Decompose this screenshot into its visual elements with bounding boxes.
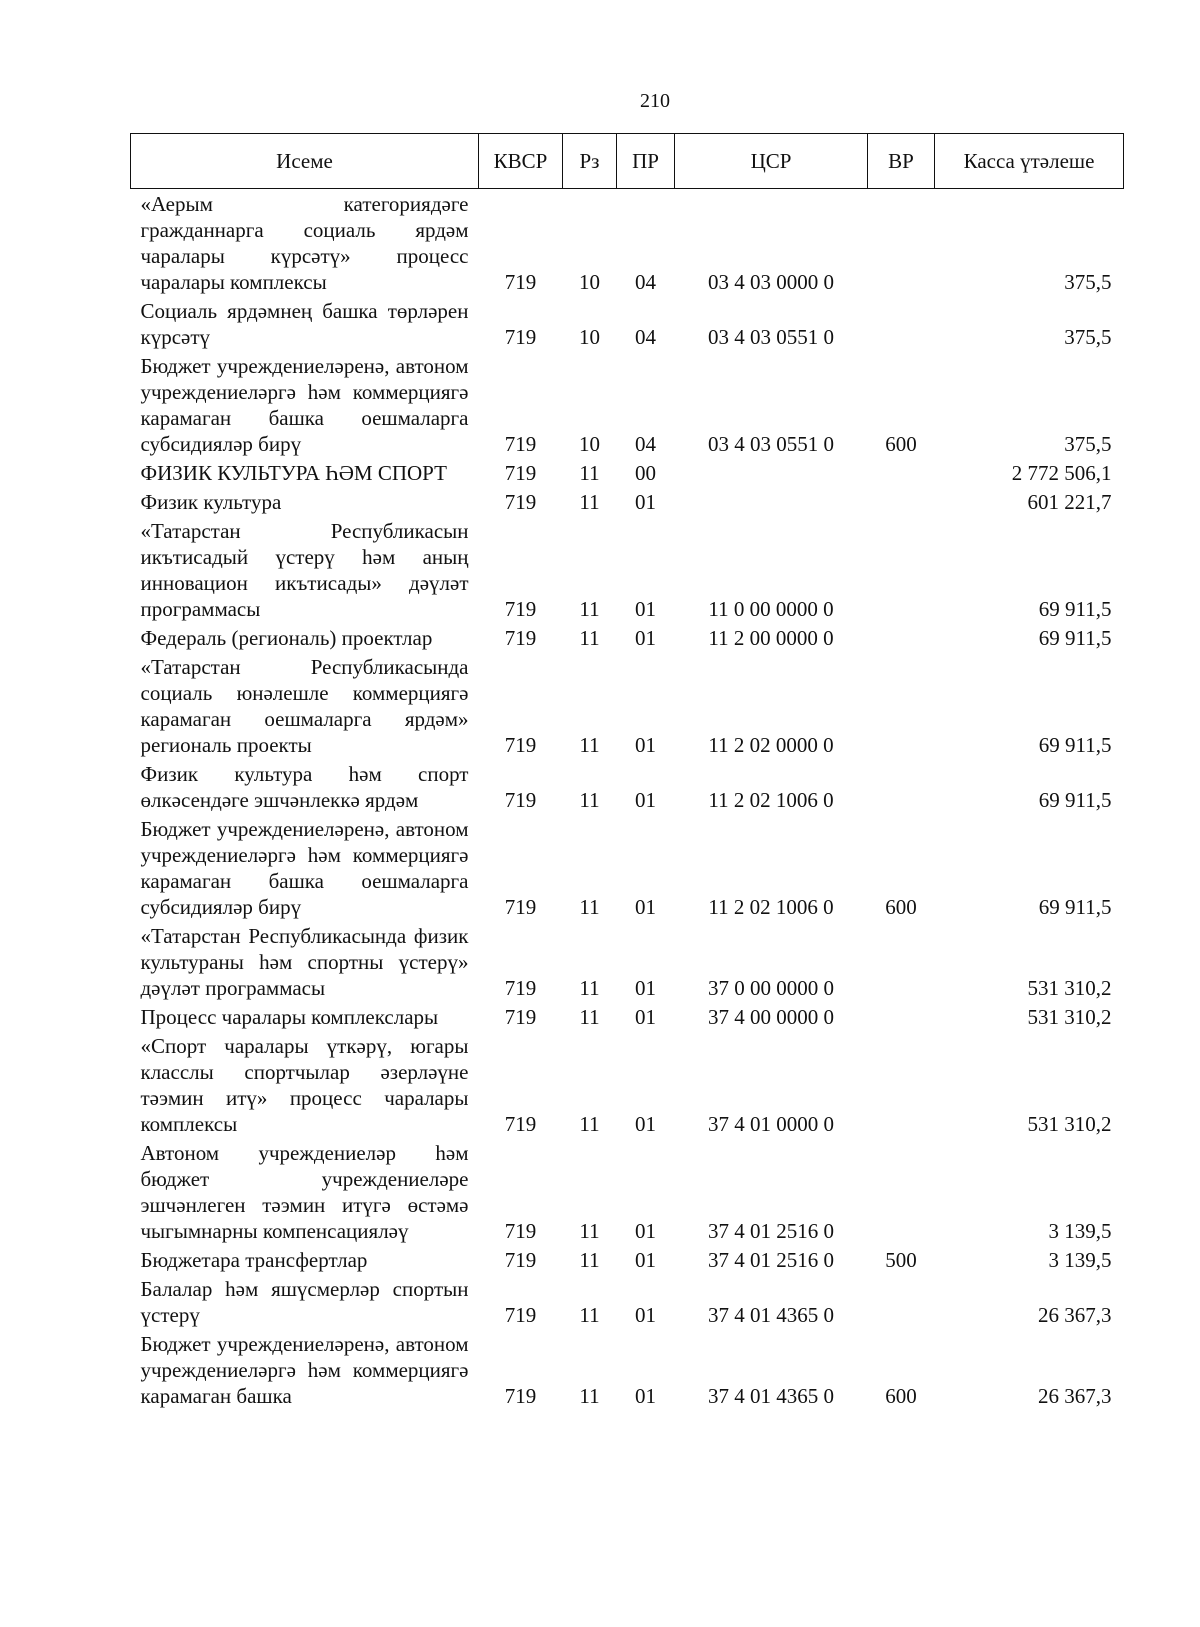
cell-amount: 69 911,5 (1038, 895, 1112, 919)
cell-rz: 11 (579, 597, 600, 621)
table-row (131, 189, 1124, 299)
cell-pr: 01 (635, 1384, 656, 1408)
cell-name: Бюджет учреждениеләренә, автоном учреждениеләргә һәм коммерциягә карамаган башка оешмаларга субсидияләр бирү (140, 354, 469, 456)
cell-vr (868, 298, 935, 353)
cell-name: «Татарстан Республикасын икътисадый үстерү һәм аның инновацион икътисады» дәүләт программасы (140, 519, 469, 621)
cell-kvsr: 719 (504, 597, 537, 621)
cell-vr (868, 923, 935, 1004)
cell-name: Автоном учреждениеләр һәм бюджет учреждениеләре эшчәнлеген тәэмин итүгә өстәмә чыгымнарны компенсацияләү (140, 1141, 469, 1243)
cell-csr: 03 4 03 0551 0 (708, 325, 834, 349)
cell-rz: 11 (579, 1112, 600, 1136)
cell-amount: 69 911,5 (1038, 597, 1112, 621)
cell-name: ФИЗИК КУЛЬТУРА ҺӘМ СПОРТ (140, 461, 447, 485)
cell-csr: 11 2 02 1006 0 (708, 895, 834, 919)
cell-rz: 10 (579, 432, 600, 456)
cell-name: Социаль ярдәмнең башка төрләрен күрсәтү (140, 299, 469, 349)
table-row (131, 625, 1124, 654)
cell-vr (868, 1276, 935, 1331)
header-vr: ВР (868, 134, 935, 189)
cell-csr: 11 2 02 0000 0 (708, 733, 834, 757)
table-row (131, 1140, 1124, 1247)
cell-amount: 26 367,3 (1038, 1384, 1112, 1408)
table-row (131, 460, 1124, 489)
cell-csr: 11 2 02 1006 0 (708, 788, 834, 812)
cell-rz: 10 (579, 325, 600, 349)
cell-amount: 531 310,2 (1027, 1005, 1112, 1029)
cell-pr: 01 (635, 1248, 656, 1272)
cell-pr: 01 (635, 976, 656, 1000)
table-row (131, 1331, 1124, 1412)
cell-csr: 37 4 01 2516 0 (708, 1219, 834, 1243)
table-row (131, 353, 1124, 460)
cell-pr: 01 (635, 597, 656, 621)
cell-kvsr: 719 (504, 976, 537, 1000)
cell-kvsr: 719 (504, 1248, 537, 1272)
cell-name: «Татарстан Республикасында социаль юнәлешле коммерциягә карамаган оешмаларга ярдәм» региональ проекты (140, 655, 469, 757)
cell-vr (868, 625, 935, 654)
cell-amount: 531 310,2 (1027, 976, 1112, 1000)
cell-amount: 375,5 (1064, 270, 1112, 294)
cell-vr (868, 1004, 935, 1033)
cell-amount: 375,5 (1064, 432, 1112, 456)
cell-rz: 11 (579, 976, 600, 1000)
cell-csr: 37 4 01 4365 0 (708, 1303, 834, 1327)
table-row (131, 761, 1124, 816)
cell-kvsr: 719 (504, 270, 537, 294)
cell-pr: 01 (635, 1112, 656, 1136)
cell-vr (868, 189, 935, 299)
cell-amount: 69 911,5 (1038, 788, 1112, 812)
cell-amount: 69 911,5 (1038, 626, 1112, 650)
cell-name: «Спорт чаралары үткәрү, югары класслы спортчылар әзерләүне тәэмин итү» процесс чаралары комплексы (140, 1034, 469, 1136)
cell-pr: 04 (635, 270, 656, 294)
cell-csr: 03 4 03 0000 0 (708, 270, 834, 294)
cell-pr: 00 (635, 461, 656, 485)
cell-amount: 3 139,5 (1048, 1248, 1112, 1272)
cell-kvsr: 719 (504, 1303, 537, 1327)
cell-pr: 04 (635, 432, 656, 456)
cell-rz: 11 (579, 490, 600, 514)
cell-kvsr: 719 (504, 432, 537, 456)
table-row (131, 298, 1124, 353)
cell-amount: 3 139,5 (1048, 1219, 1112, 1243)
table-row (131, 816, 1124, 923)
cell-kvsr: 719 (504, 1384, 537, 1408)
cell-kvsr: 719 (504, 626, 537, 650)
cell-vr (868, 1140, 935, 1247)
cell-rz: 11 (579, 788, 600, 812)
cell-amount: 2 772 506,1 (1011, 461, 1112, 485)
cell-vr: 600 (885, 895, 917, 919)
table-row (131, 923, 1124, 1004)
cell-kvsr: 719 (504, 461, 537, 485)
cell-pr: 04 (635, 325, 656, 349)
cell-vr (868, 489, 935, 518)
table-row (131, 1033, 1124, 1140)
cell-kvsr: 719 (504, 1219, 537, 1243)
table-row (131, 518, 1124, 625)
cell-pr: 01 (635, 490, 656, 514)
cell-rz: 11 (579, 733, 600, 757)
cell-name: Бюджет учреждениеләренә, автоном учреждениеләргә һәм коммерциягә карамаган башка оешмаларга субсидияләр бирү (140, 817, 469, 919)
cell-name: Бюджетара трансфертлар (140, 1248, 368, 1272)
cell-csr: 37 0 00 0000 0 (708, 976, 834, 1000)
cell-vr: 600 (885, 432, 917, 456)
cell-pr: 01 (635, 895, 656, 919)
table-row (131, 1247, 1124, 1276)
cell-vr: 600 (885, 1384, 917, 1408)
cell-name: Бюджет учреждениеләренә, автоном учреждениеләргә һәм коммерциягә карамаган башка (140, 1332, 469, 1408)
cell-rz: 11 (579, 626, 600, 650)
cell-kvsr: 719 (504, 733, 537, 757)
header-csr: ЦСР (675, 134, 868, 189)
cell-csr: 37 4 01 0000 0 (708, 1112, 834, 1136)
table-row (131, 654, 1124, 761)
header-rz: Рз (563, 134, 617, 189)
cell-pr: 01 (635, 1219, 656, 1243)
header-name: Исеме (131, 134, 479, 189)
table-header (131, 134, 1124, 189)
header-kvsr: КВСР (479, 134, 563, 189)
table-row (131, 1276, 1124, 1331)
cell-vr (868, 1033, 935, 1140)
header-pr: ПР (617, 134, 675, 189)
header-row (131, 134, 1124, 189)
budget-table (130, 133, 1124, 1412)
page-number: 210 (640, 90, 670, 112)
cell-csr: 11 2 00 0000 0 (708, 626, 834, 650)
cell-kvsr: 719 (504, 325, 537, 349)
cell-name: Физик культура (140, 490, 282, 514)
cell-name: Процесс чаралары комплекслары (140, 1005, 439, 1029)
table-row (131, 489, 1124, 518)
cell-amount: 531 310,2 (1027, 1112, 1112, 1136)
cell-vr (868, 460, 935, 489)
cell-name: Федераль (региональ) проектлар (140, 626, 433, 650)
cell-pr: 01 (635, 1005, 656, 1029)
cell-rz: 11 (579, 1248, 600, 1272)
cell-csr: 03 4 03 0551 0 (708, 432, 834, 456)
cell-pr: 01 (635, 626, 656, 650)
cell-name: Балалар һәм яшүсмерләр спортын үстерү (140, 1277, 469, 1327)
cell-kvsr: 719 (504, 1005, 537, 1029)
cell-vr: 500 (885, 1248, 917, 1272)
cell-pr: 01 (635, 1303, 656, 1327)
cell-csr: 37 4 01 4365 0 (708, 1384, 834, 1408)
cell-csr (675, 460, 868, 489)
cell-amount: 601 221,7 (1027, 490, 1112, 514)
table-body (131, 189, 1124, 1413)
header-kassa: Касса үтәлеше (935, 134, 1124, 189)
table-row (131, 1004, 1124, 1033)
cell-rz: 11 (579, 461, 600, 485)
cell-amount: 69 911,5 (1038, 733, 1112, 757)
cell-pr: 01 (635, 733, 656, 757)
cell-amount: 375,5 (1064, 325, 1112, 349)
cell-kvsr: 719 (504, 895, 537, 919)
cell-vr (868, 518, 935, 625)
cell-csr: 11 0 00 0000 0 (708, 597, 834, 621)
cell-name: «Татарстан Республикасында физик культураны һәм спортны үстерү» дәүләт программасы (140, 924, 469, 1000)
cell-csr: 37 4 01 2516 0 (708, 1248, 834, 1272)
cell-csr (675, 489, 868, 518)
cell-vr (868, 761, 935, 816)
cell-rz: 11 (579, 1384, 600, 1408)
cell-kvsr: 719 (504, 788, 537, 812)
cell-name: «Аерым категориядәге гражданнарга социаль ярдәм чаралары күрсәтү» процесс чаралары комплексы (140, 192, 469, 294)
cell-kvsr: 719 (504, 1112, 537, 1136)
cell-rz: 11 (579, 1219, 600, 1243)
cell-amount: 26 367,3 (1038, 1303, 1112, 1327)
cell-vr (868, 654, 935, 761)
cell-rz: 11 (579, 1303, 600, 1327)
cell-kvsr: 719 (504, 490, 537, 514)
cell-rz: 10 (579, 270, 600, 294)
cell-rz: 11 (579, 895, 600, 919)
cell-name: Физик культура һәм спорт өлкәсендәге эшчәнлеккә ярдәм (140, 762, 469, 812)
cell-rz: 11 (579, 1005, 600, 1029)
cell-pr: 01 (635, 788, 656, 812)
cell-csr: 37 4 00 0000 0 (708, 1005, 834, 1029)
